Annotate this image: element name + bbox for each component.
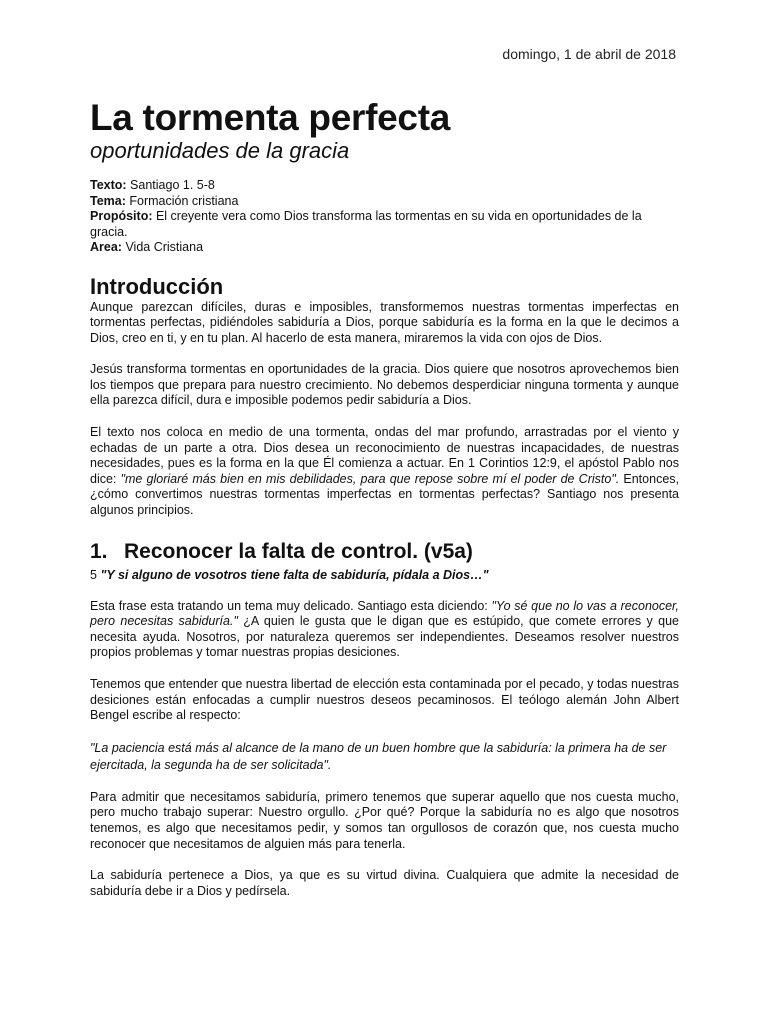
meta-tema-label: Tema:: [90, 193, 126, 208]
section-1-verse: [90, 567, 679, 583]
verse-number: 5: [90, 567, 101, 582]
meta-texto-value: Santiago 1. 5-8: [126, 178, 215, 192]
s1-p1-text-a: Esta frase esta tratando un tema muy delicado. Santiago esta diciendo:: [90, 598, 492, 613]
intro-paragraph-2: Jesús transforma tormentas en oportunidades de la gracia. Dios quiere que nosotros aprovechemos bien los tiempos que prepara para nuestro crecimiento. No debemos desperdiciar ninguna tormenta y aunque ella parezca difícil, dura e imposible podemos pedir sabiduría a Dios.: [90, 362, 679, 408]
section-1-heading: [90, 539, 679, 565]
section-1-number: 1.: [90, 539, 108, 563]
meta-proposito-value: El creyente vera como Dios transforma las tormentas en su vida en oportunidades de la gracia.: [90, 209, 642, 239]
intro-paragraph-3: [90, 425, 679, 519]
intro-p3-text-a: El texto nos coloca en medio de una tormenta, ondas del mar profundo, arrastradas por el viento y echadas de un parte a otra. Dios desea un reconocimiento de nuestras incapacidades, de nuestras necesidades, pues es la forma en la que Él comienza a actuar. En 1 Corintios 12:9, el apóstol Pablo nos dice:: [90, 425, 679, 486]
meta-proposito-label: Propósito:: [90, 209, 153, 223]
intro-heading: Introducción: [90, 273, 224, 299]
intro-p3-text-b: Entonces, ¿cómo convertimos nuestras tormentas imperfectas en tormentas perfectas? Santiago nos presenta algunos principios.: [90, 471, 679, 518]
sermon-metadata: [90, 178, 679, 256]
section-1-paragraph-4: La sabiduría pertenece a Dios, ya que es su virtud divina. Cualquiera que admite la necesidad de sabiduría debe ir a Dios y pedírsela.: [90, 868, 679, 898]
section-1-paragraph-3: Para admitir que necesitamos sabiduría, primero tenemos que superar aquello que nos cuesta mucho, pero mucho trabajo superar: Nuestro orgullo. ¿Por qué? Porque la sabiduría no es algo que nosotros tenemos, es algo que necesitamos pedir, y somos tan orgullosos de corazón que, nos cuesta mucho reconocer que necesitamos de alguien más para tenerla.: [90, 789, 679, 851]
meta-area: [90, 240, 679, 256]
intro-p3-quote: "me gloriaré más bien en mis debilidades, para que repose sobre mí el poder de Cristo".: [120, 471, 620, 486]
s1-p1-quote: "Yo sé que no lo vas a reconocer, pero necesitas sabiduría.": [90, 598, 679, 629]
section-1-paragraph-1: [90, 599, 679, 661]
meta-area-value: Vida Cristiana: [121, 240, 204, 254]
meta-area-label: Area:: [90, 240, 122, 254]
section-1-title: Reconocer la falta de control. (v5a): [124, 539, 473, 563]
s1-p1-text-b: ¿A quien le gusta que le digan que es estúpido, que comete errores y que necesita ayuda. Nosotros, por naturaleza queremos ser independientes. Deseamos resolver nuestros propios problemas y tomar nuestras propias desiciones.: [90, 614, 679, 660]
document-title: La tormenta perfecta: [90, 97, 450, 138]
document-date: domingo, 1 de abril de 2018: [502, 46, 676, 62]
document-subtitle: oportunidades de la gracia: [90, 138, 350, 163]
meta-tema: [90, 194, 679, 210]
meta-tema-value: Formación cristiana: [125, 193, 239, 208]
section-1-paragraph-2: Tenemos que entender que nuestra libertad de elección esta contaminada por el pecado, y todas nuestras desiciones están enfocadas a cumplir nuestros deseos pecaminosos. El teólogo alemán John Albert Bengel escribe al respecto:: [90, 677, 679, 723]
verse-text: "Y si alguno de vosotros tiene falta de sabiduría, pídala a Dios…": [100, 567, 489, 582]
document-body: [90, 98, 679, 899]
meta-texto: [90, 178, 679, 194]
bengel-quote: "La paciencia está más al alcance de la mano de un buen hombre que la sabiduría: la primera ha de ser ejercitada, la segunda ha de ser solicitada".: [90, 740, 667, 772]
meta-texto-label: Texto:: [90, 178, 127, 192]
meta-proposito: [90, 209, 679, 240]
intro-paragraph-1: Aunque parezcan difíciles, duras e imposibles, transformemos nuestras tormentas imperfectas en tormentas perfectas, pidiéndoles sabiduría a Dios, porque sabiduría es la forma en la que le decimos a Dios, creo en ti, y en tu plan. Al hacerlo de esta manera, miraremos la vida con ojos de Dios.: [90, 299, 679, 345]
